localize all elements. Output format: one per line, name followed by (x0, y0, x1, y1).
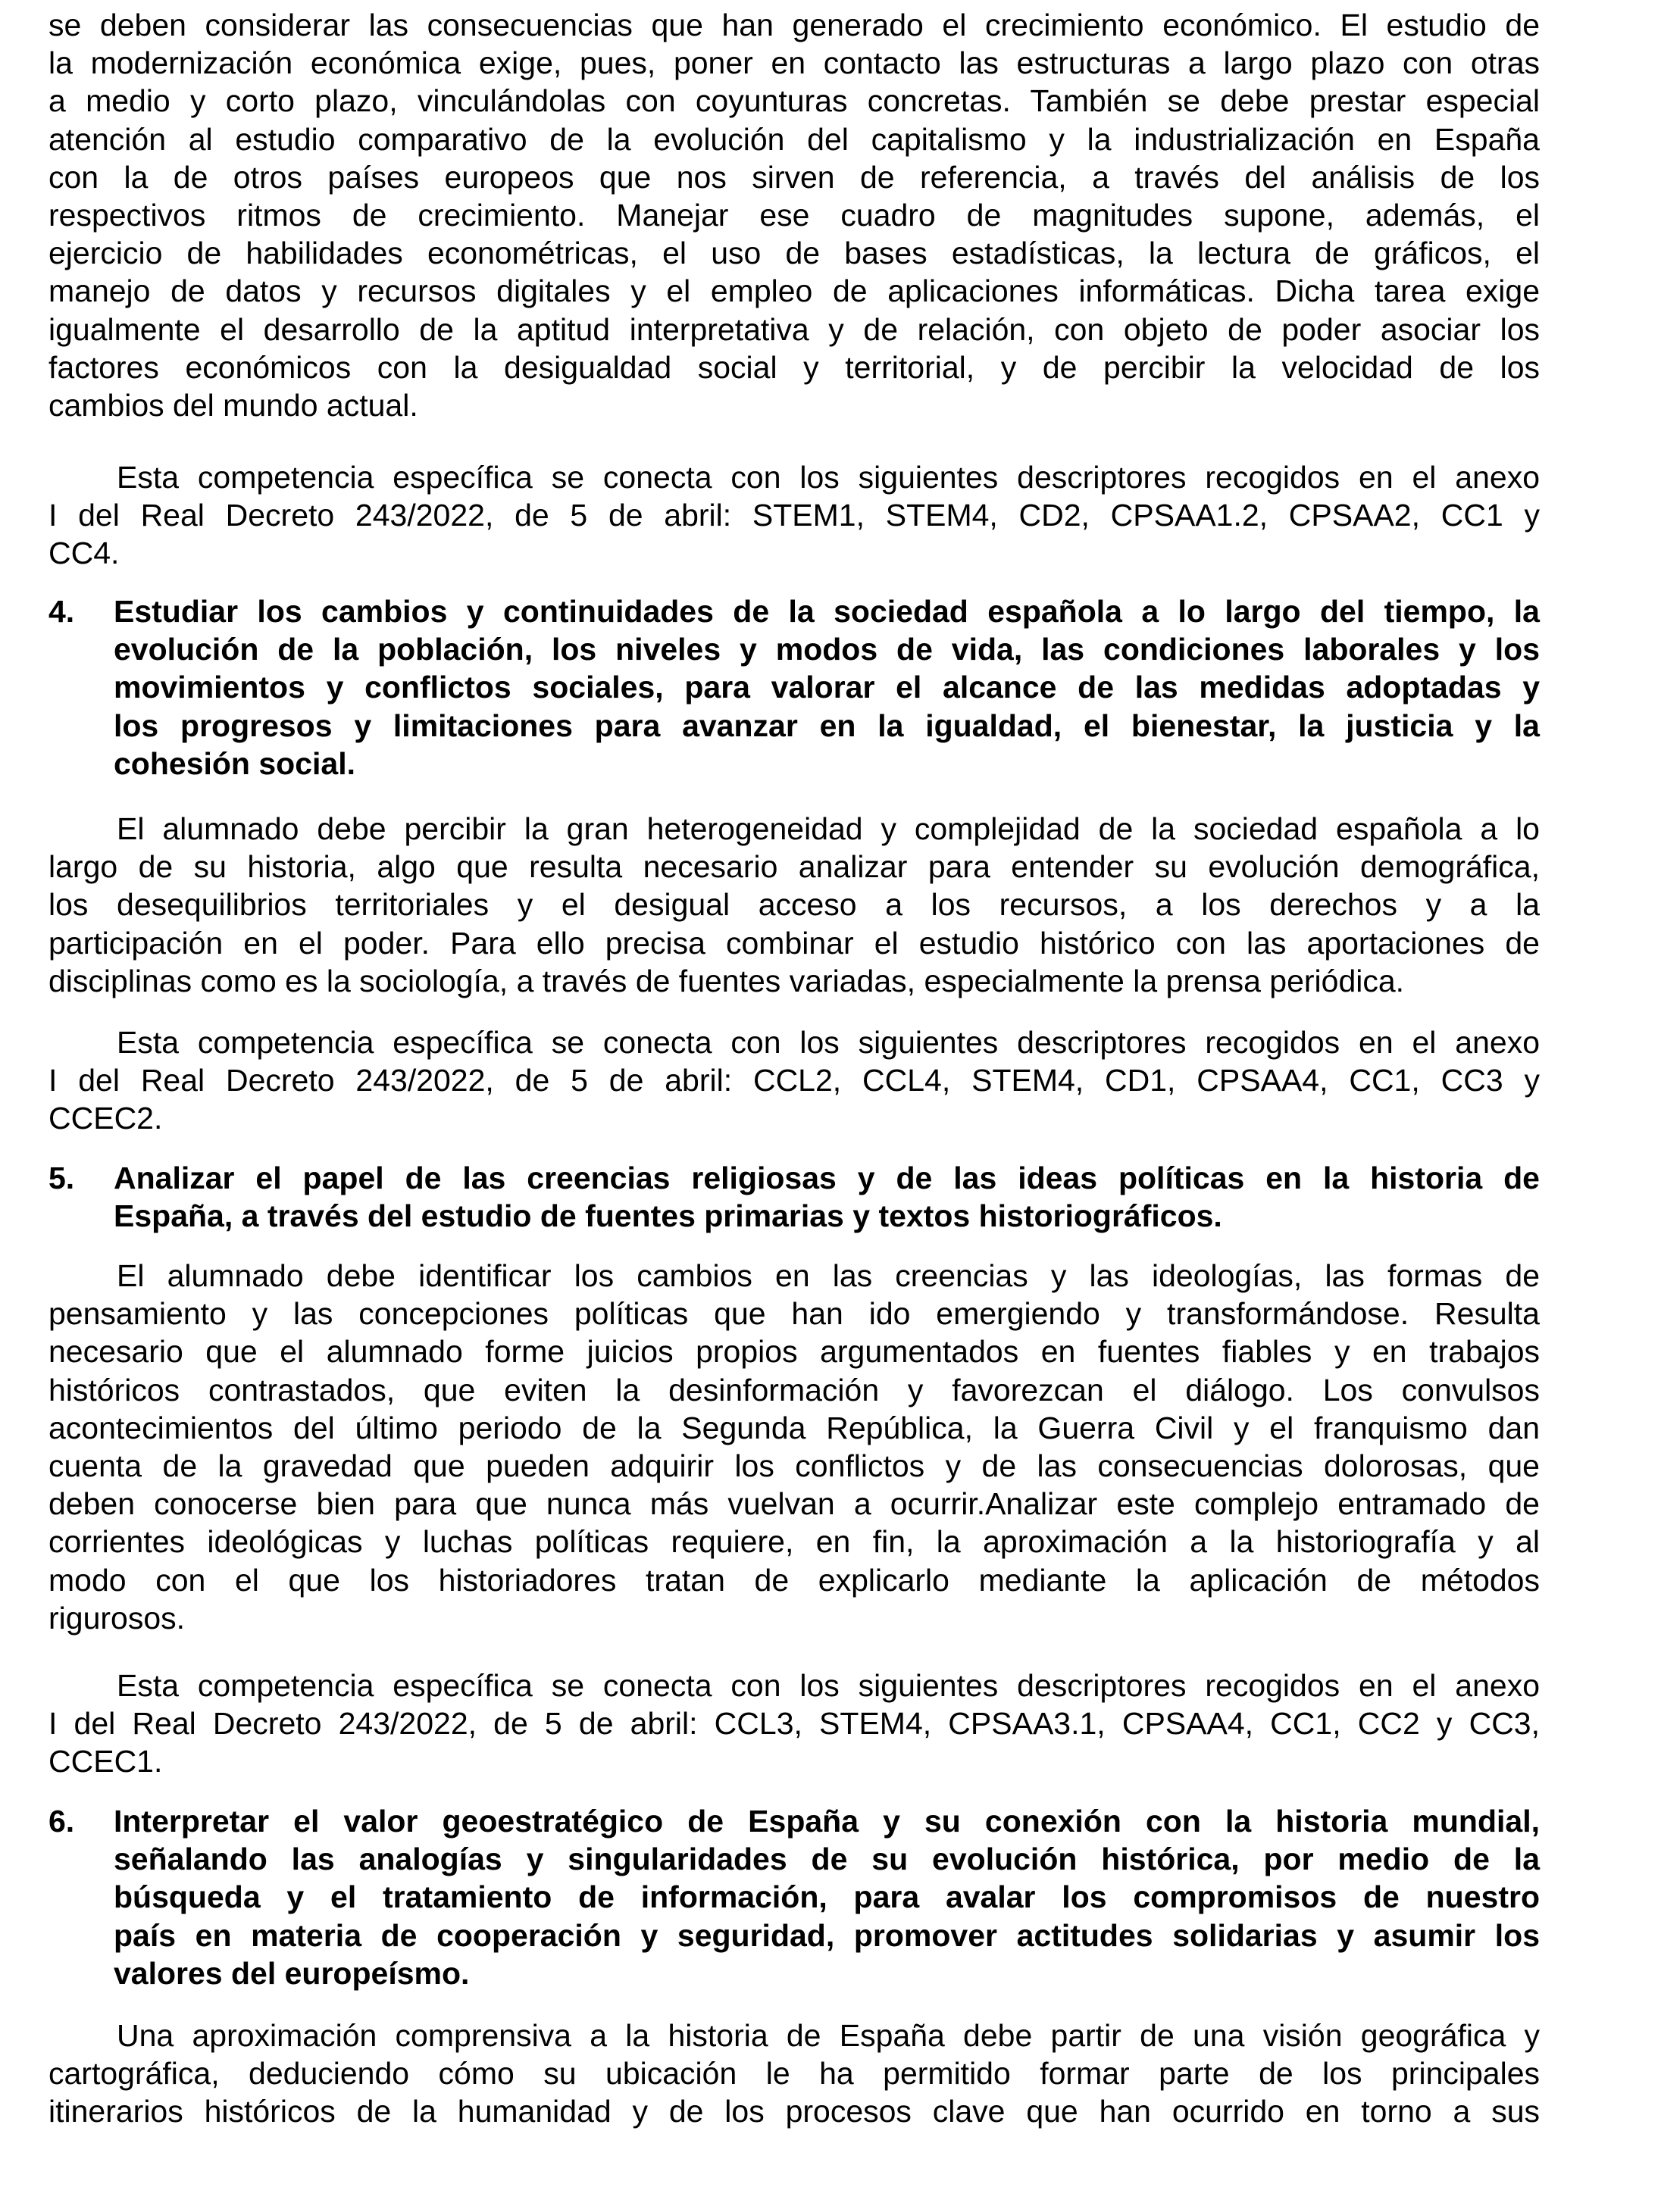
competence-heading (48, 1159, 1540, 1235)
text-line: país en materia de cooperación y seguridad, promover actitudes solidarias y asumir los (114, 1917, 1540, 1953)
text-line: respectivos ritmos de crecimiento. Manejar ese cuadro de magnitudes supone, además, el (48, 197, 1540, 233)
text-line: atención al estudio comparativo de la evolución del capitalismo y la industrialización en España (48, 121, 1540, 157)
text-line: la modernización económica exige, pues, poner en contacto las estructuras a largo plazo con otras (48, 45, 1540, 81)
text-line: valores del europeísmo. (114, 1955, 470, 1991)
text-line: rigurosos. (48, 1600, 186, 1636)
text-line: evolución de la población, los niveles y modos de vida, las condiciones laborales y los (114, 632, 1540, 667)
text-line: Una aproximación comprensiva a la historia de España debe partir de una visión geográfica y (117, 2018, 1540, 2053)
text-line: I del Real Decreto 243/2022, de 5 de abril: STEM1, STEM4, CD2, CPSAA1.2, CPSAA2, CC1 y (48, 498, 1540, 533)
text-line: cohesión social. (114, 745, 355, 781)
text-line: a medio y corto plazo, vinculándolas con coyunturas concretas. También se debe prestar especial (48, 83, 1540, 119)
text-line: Analizar el papel de las creencias religiosas y de las ideas políticas en la historia de (114, 1161, 1540, 1195)
competence-heading (48, 1802, 1540, 1992)
text-line: Estudiar los cambios y continuidades de la sociedad española a lo largo del tiempo, la (114, 594, 1540, 629)
text-line: factores económicos con la desigualdad social y territorial, y de percibir la velocidad de los (48, 349, 1540, 385)
text-line: cambios del mundo actual. (48, 387, 418, 423)
text-line: Interpretar el valor geoestratégico de España y su conexión con la historia mundial, (114, 1804, 1540, 1839)
text-line: deben conocerse bien para que nunca más vuelvan a ocurrir.Analizar este complejo entramado de (48, 1486, 1540, 1522)
text-line: participación en el poder. Para ello precisa combinar el estudio histórico con las aportaciones de (48, 925, 1540, 961)
paragraph (48, 1023, 1540, 1138)
text-line: El alumnado debe identificar los cambios en las creencias y las ideologías, las formas de (117, 1258, 1540, 1293)
text-line: cuenta de la gravedad que pueden adquirir los conflictos y de las consecuencias dolorosas, que (48, 1448, 1540, 1483)
text-line: los progresos y limitaciones para avanzar en la igualdad, el bienestar, la justicia y la (114, 708, 1540, 743)
paragraph (48, 458, 1540, 573)
text-line: Esta competencia específica se conecta con los siguientes descriptores recogidos en el anexo (117, 460, 1540, 495)
text-line: I del Real Decreto 243/2022, de 5 de abril: CCL3, STEM4, CPSAA3.1, CPSAA4, CC1, CC2 y CC3, (48, 1706, 1540, 1742)
paragraph (48, 810, 1540, 1000)
text-line: CCEC2. (48, 1101, 163, 1136)
text-line: I del Real Decreto 243/2022, de 5 de abril: CCL2, CCL4, STEM4, CD1, CPSAA4, CC1, CC3 y (48, 1063, 1540, 1098)
paragraph (48, 2017, 1540, 2131)
text-line: búsqueda y el tratamiento de información, para avalar los compromisos de nuestro (114, 1879, 1540, 1915)
text-line: CC4. (48, 536, 120, 571)
text-line: España, a través del estudio de fuentes primarias y textos historiográficos. (114, 1198, 1222, 1234)
text-line: Esta competencia específica se conecta con los siguientes descriptores recogidos en el anexo (117, 1668, 1540, 1703)
paragraph (48, 1257, 1540, 1637)
text-line: igualmente el desarrollo de la aptitud interpretativa y de relación, con objeto de poder asociar los (48, 311, 1540, 347)
competence-heading (48, 592, 1540, 783)
text-line: históricos contrastados, que eviten la desinformación y favorezcan el diálogo. Los convulsos (48, 1372, 1540, 1407)
text-line: los desequilibrios territoriales y el desigual acceso a los recursos, a los derechos y a la (48, 887, 1540, 923)
text-line: pensamiento y las concepciones políticas que han ido emergiendo y transformándose. Resulta (48, 1296, 1540, 1332)
text-line: necesario que el alumnado forme juicios propios argumentados en fuentes fiables y en trabajos (48, 1334, 1540, 1370)
competence-number: 6. (48, 1804, 75, 1839)
text-line: manejo de datos y recursos digitales y el empleo de aplicaciones informáticas. Dicha tarea exige (48, 273, 1540, 309)
text-line: El alumnado debe percibir la gran heterogeneidad y complejidad de la sociedad española a lo (117, 811, 1540, 846)
text-line: itinerarios históricos de la humanidad y de los procesos clave que han ocurrido en torno a sus (48, 2094, 1540, 2129)
text-line: cartográfica, deduciendo cómo su ubicación le ha permitido formar parte de los principales (48, 2056, 1540, 2092)
text-line: disciplinas como es la sociología, a través de fuentes variadas, especialmente la prensa periódica. (48, 963, 1405, 998)
text-line: corrientes ideológicas y luchas políticas requiere, en fin, la aproximación a la historiografía y al (48, 1524, 1540, 1560)
paragraph (48, 6, 1540, 424)
competence-number: 4. (48, 594, 75, 629)
competence-number: 5. (48, 1161, 75, 1195)
text-line: señalando las analogías y singularidades de su evolución histórica, por medio de la (114, 1842, 1540, 1877)
text-line: acontecimientos del último periodo de la Segunda República, la Guerra Civil y el franquismo dan (48, 1410, 1540, 1445)
text-line: modo con el que los historiadores tratan de explicarlo mediante la aplicación de métodos (48, 1562, 1540, 1598)
paragraph (48, 1667, 1540, 1781)
text-line: con la de otros países europeos que nos sirven de referencia, a través del análisis de los (48, 159, 1540, 195)
text-line: movimientos y conflictos sociales, para valorar el alcance de las medidas adoptadas y (114, 670, 1540, 705)
text-line: se deben considerar las consecuencias que han generado el crecimiento económico. El estudio de (48, 8, 1540, 42)
text-line: Esta competencia específica se conecta con los siguientes descriptores recogidos en el anexo (117, 1025, 1540, 1060)
text-line: ejercicio de habilidades econométricas, el uso de bases estadísticas, la lectura de gráficos, el (48, 236, 1540, 271)
text-line: largo de su historia, algo que resulta necesario analizar para entender su evolución demográfica, (48, 849, 1540, 885)
text-line: CCEC1. (48, 1744, 163, 1779)
